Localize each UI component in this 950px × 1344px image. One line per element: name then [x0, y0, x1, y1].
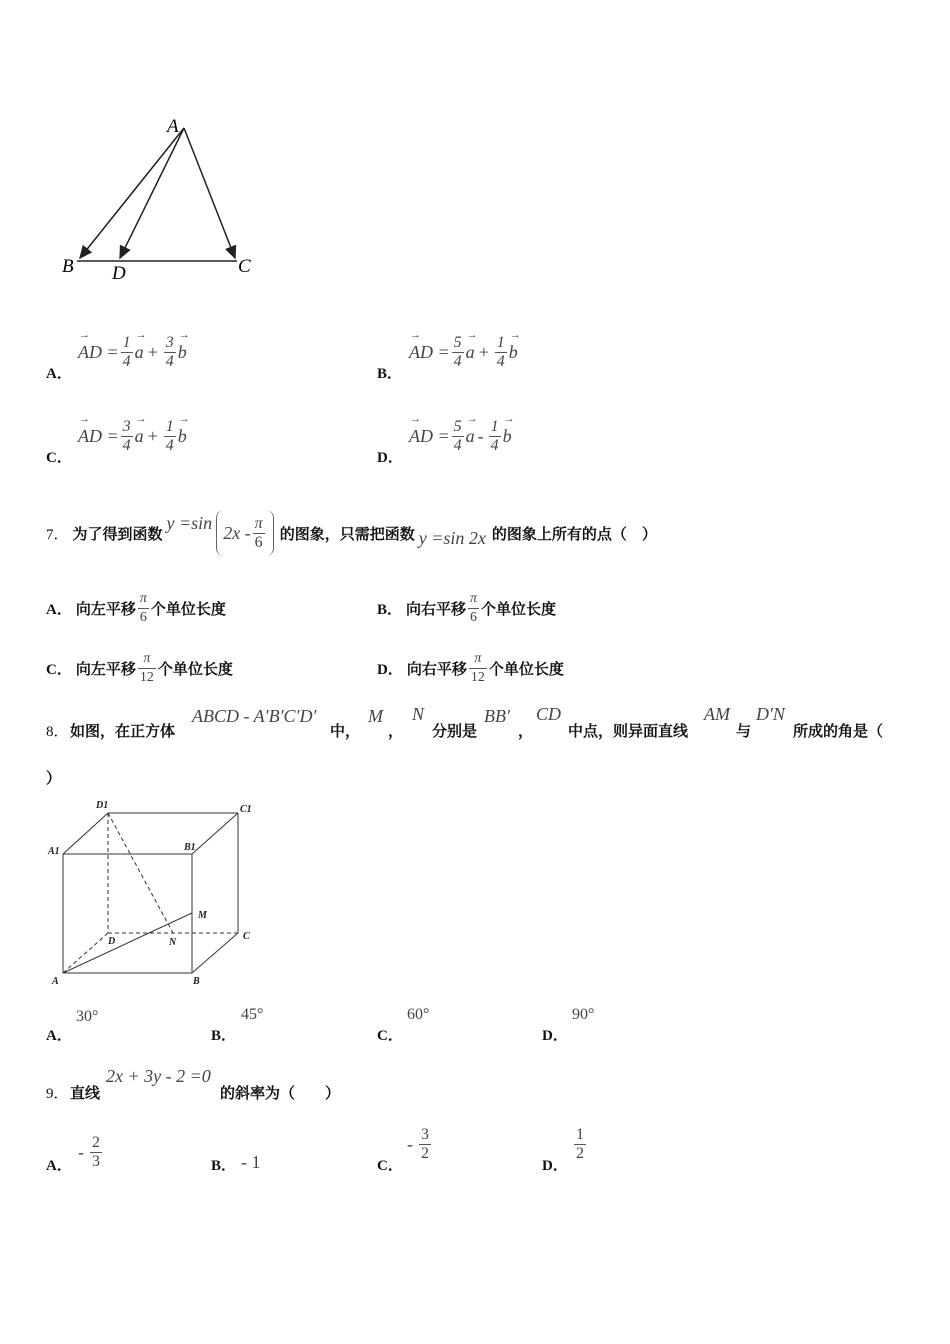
edge-a1d1 [63, 813, 108, 854]
coef-den: 4 [165, 353, 174, 370]
label-d: D [108, 936, 116, 947]
operator: + [146, 426, 159, 446]
den: 2 [421, 1145, 429, 1162]
math-am: AM [704, 704, 730, 724]
sign: - [78, 1142, 84, 1162]
q7-option-d[interactable] [377, 650, 564, 687]
vector-a: → a [466, 342, 475, 363]
label-d1: D1 [96, 800, 109, 811]
cube-figure [42, 796, 272, 991]
formula-y-sin2x: y =sin 2x [418, 527, 486, 548]
stem-text: 所成的角是（ [793, 722, 884, 740]
label-d: D [112, 263, 126, 284]
coef-den: 4 [122, 353, 131, 370]
vector-ad [120, 128, 184, 258]
label-b1: B1 [184, 842, 196, 853]
den: 12 [139, 670, 154, 685]
stem-text: 的斜率为（ ） [220, 1084, 341, 1102]
label-n: N [169, 937, 177, 948]
option-text: 向右平移 [406, 660, 467, 678]
vector-a: → a [135, 426, 144, 447]
q9-options [46, 1126, 646, 1176]
q8-options [46, 1008, 646, 1044]
label-b: B [62, 256, 74, 277]
den: 2 [576, 1145, 584, 1162]
operator: + [146, 342, 159, 362]
label-a: A [52, 976, 59, 987]
label-m: M [198, 910, 207, 921]
option-value: 30° [76, 1008, 99, 1025]
vector-b: → b [178, 342, 187, 363]
coef-num: 1 [122, 334, 131, 351]
num: 2 [92, 1134, 100, 1151]
label-c: C [243, 931, 250, 942]
stem-text: 的图象上所有的点（ ） [491, 524, 657, 543]
lhs-ad: → AD = [78, 426, 119, 447]
edge-ad-hidden [63, 933, 108, 973]
label-a: A [167, 116, 179, 137]
num: 1 [576, 1126, 584, 1143]
stem-text: 中点，则异面直线 [568, 722, 689, 740]
coef-num: 3 [165, 334, 174, 351]
den: 6 [254, 533, 263, 551]
lhs-ad: → AD = [409, 342, 450, 363]
stem-text: 与 [736, 722, 752, 740]
num: 3 [421, 1126, 429, 1143]
option-letter: A． [46, 1028, 72, 1044]
operator: - [477, 426, 484, 446]
option-letter: B． [377, 602, 403, 618]
option-letter: D． [542, 1028, 568, 1044]
option-value: 45° [241, 1006, 264, 1023]
coef-num: 1 [490, 418, 499, 435]
coef-den: 4 [496, 353, 505, 370]
stem-text: ） [46, 769, 62, 787]
option-value: - 1 [241, 1152, 261, 1172]
math-bb: BB′ [484, 706, 510, 726]
sign: - [407, 1134, 413, 1154]
math-line-equation: 2x + 3y - 2 =0 [106, 1066, 211, 1086]
pi-num: π [254, 514, 263, 532]
label-c1: C1 [240, 804, 252, 815]
vector-a: → a [135, 342, 144, 363]
den: 12 [470, 670, 485, 685]
option-letter: A． [46, 366, 72, 382]
option-letter: C． [377, 1158, 403, 1174]
label-c: C [238, 256, 251, 277]
stem-text: ， [518, 722, 534, 740]
option-value: 90° [572, 1006, 595, 1023]
option-letter: D． [377, 450, 403, 466]
q6-options [46, 330, 926, 470]
option-letter: C． [46, 450, 72, 466]
q8-stem [46, 706, 926, 746]
stem-text: 为了得到函数 [72, 524, 163, 543]
coef-den: 4 [122, 437, 131, 454]
question-number: 8． [46, 724, 69, 740]
q7-option-c[interactable] [46, 650, 233, 687]
q7-option-b[interactable] [377, 590, 556, 627]
vector-b: → b [178, 426, 187, 447]
option-letter: A． [46, 602, 72, 618]
option-letter: B． [211, 1028, 237, 1044]
option-text: 个单位长度 [157, 660, 233, 678]
math-n: N [412, 704, 425, 724]
option-letter: A． [46, 1158, 72, 1174]
coef-den: 4 [453, 437, 462, 454]
vector-ab [80, 128, 184, 258]
pi-num: π [143, 651, 151, 666]
q9-stem [46, 1066, 446, 1102]
coef-num: 5 [453, 418, 462, 435]
stem-text: 分别是 [432, 722, 478, 740]
vector-b: → b [509, 342, 518, 363]
option-text: 个单位长度 [488, 660, 564, 678]
coef-den: 4 [490, 437, 499, 454]
coef-den: 4 [165, 437, 174, 454]
lhs-ad: → AD = [78, 342, 119, 363]
stem-text: 直线 [70, 1084, 101, 1102]
option-letter: B． [377, 366, 403, 382]
pi-num: π [470, 591, 478, 606]
coef-num: 1 [496, 334, 505, 351]
den: 3 [92, 1153, 100, 1170]
math-m: M [368, 706, 383, 726]
edge-bc [192, 933, 238, 973]
stem-text: 的图象，只需把函数 [279, 524, 415, 543]
pi-num: π [474, 651, 482, 666]
coef-num: 1 [165, 418, 174, 435]
coef-num: 5 [453, 334, 462, 351]
formula-inner: 2x - [223, 522, 251, 543]
option-letter: C． [46, 662, 72, 678]
q7-stem [46, 503, 657, 563]
option-letter: B． [211, 1158, 237, 1174]
option-letter: C． [377, 1028, 403, 1044]
label-a1: A1 [48, 846, 60, 857]
pi-num: π [139, 591, 147, 606]
edge-b1c1 [192, 813, 238, 854]
den: 6 [139, 610, 147, 625]
lhs-ad: → AD = [409, 426, 450, 447]
coef-num: 3 [122, 418, 131, 435]
option-text: 向左平移 [75, 660, 136, 678]
question-number: 7． [46, 526, 69, 543]
stem-text: ， [388, 722, 404, 740]
option-text: 个单位长度 [150, 600, 226, 618]
formula-paren [216, 510, 274, 556]
math-cube: ABCD - A′B′C′D′ [192, 706, 317, 726]
segment-d1n [108, 813, 173, 933]
formula-y-sin: y =sin [166, 512, 213, 533]
option-text: 向右平移 [406, 600, 467, 618]
stem-text: 如图，在正方体 [70, 722, 176, 740]
option-value: 60° [407, 1006, 430, 1023]
question-number: 9． [46, 1086, 69, 1102]
operator: + [477, 342, 490, 362]
option-text: 个单位长度 [481, 600, 557, 618]
option-text: 向左平移 [75, 600, 136, 618]
vector-ac [184, 128, 235, 258]
den: 6 [470, 610, 478, 625]
stem-text: 中， [330, 722, 361, 740]
vector-b: → b [503, 426, 512, 447]
vector-a: → a [466, 426, 475, 447]
math-dn: D′N [756, 704, 785, 724]
option-letter: D． [377, 662, 403, 678]
option-letter: D． [542, 1158, 568, 1174]
label-b: B [193, 976, 200, 987]
triangle-figure [55, 110, 275, 290]
coef-den: 4 [453, 353, 462, 370]
math-cd: CD [536, 704, 562, 724]
q7-option-a[interactable] [46, 590, 226, 627]
